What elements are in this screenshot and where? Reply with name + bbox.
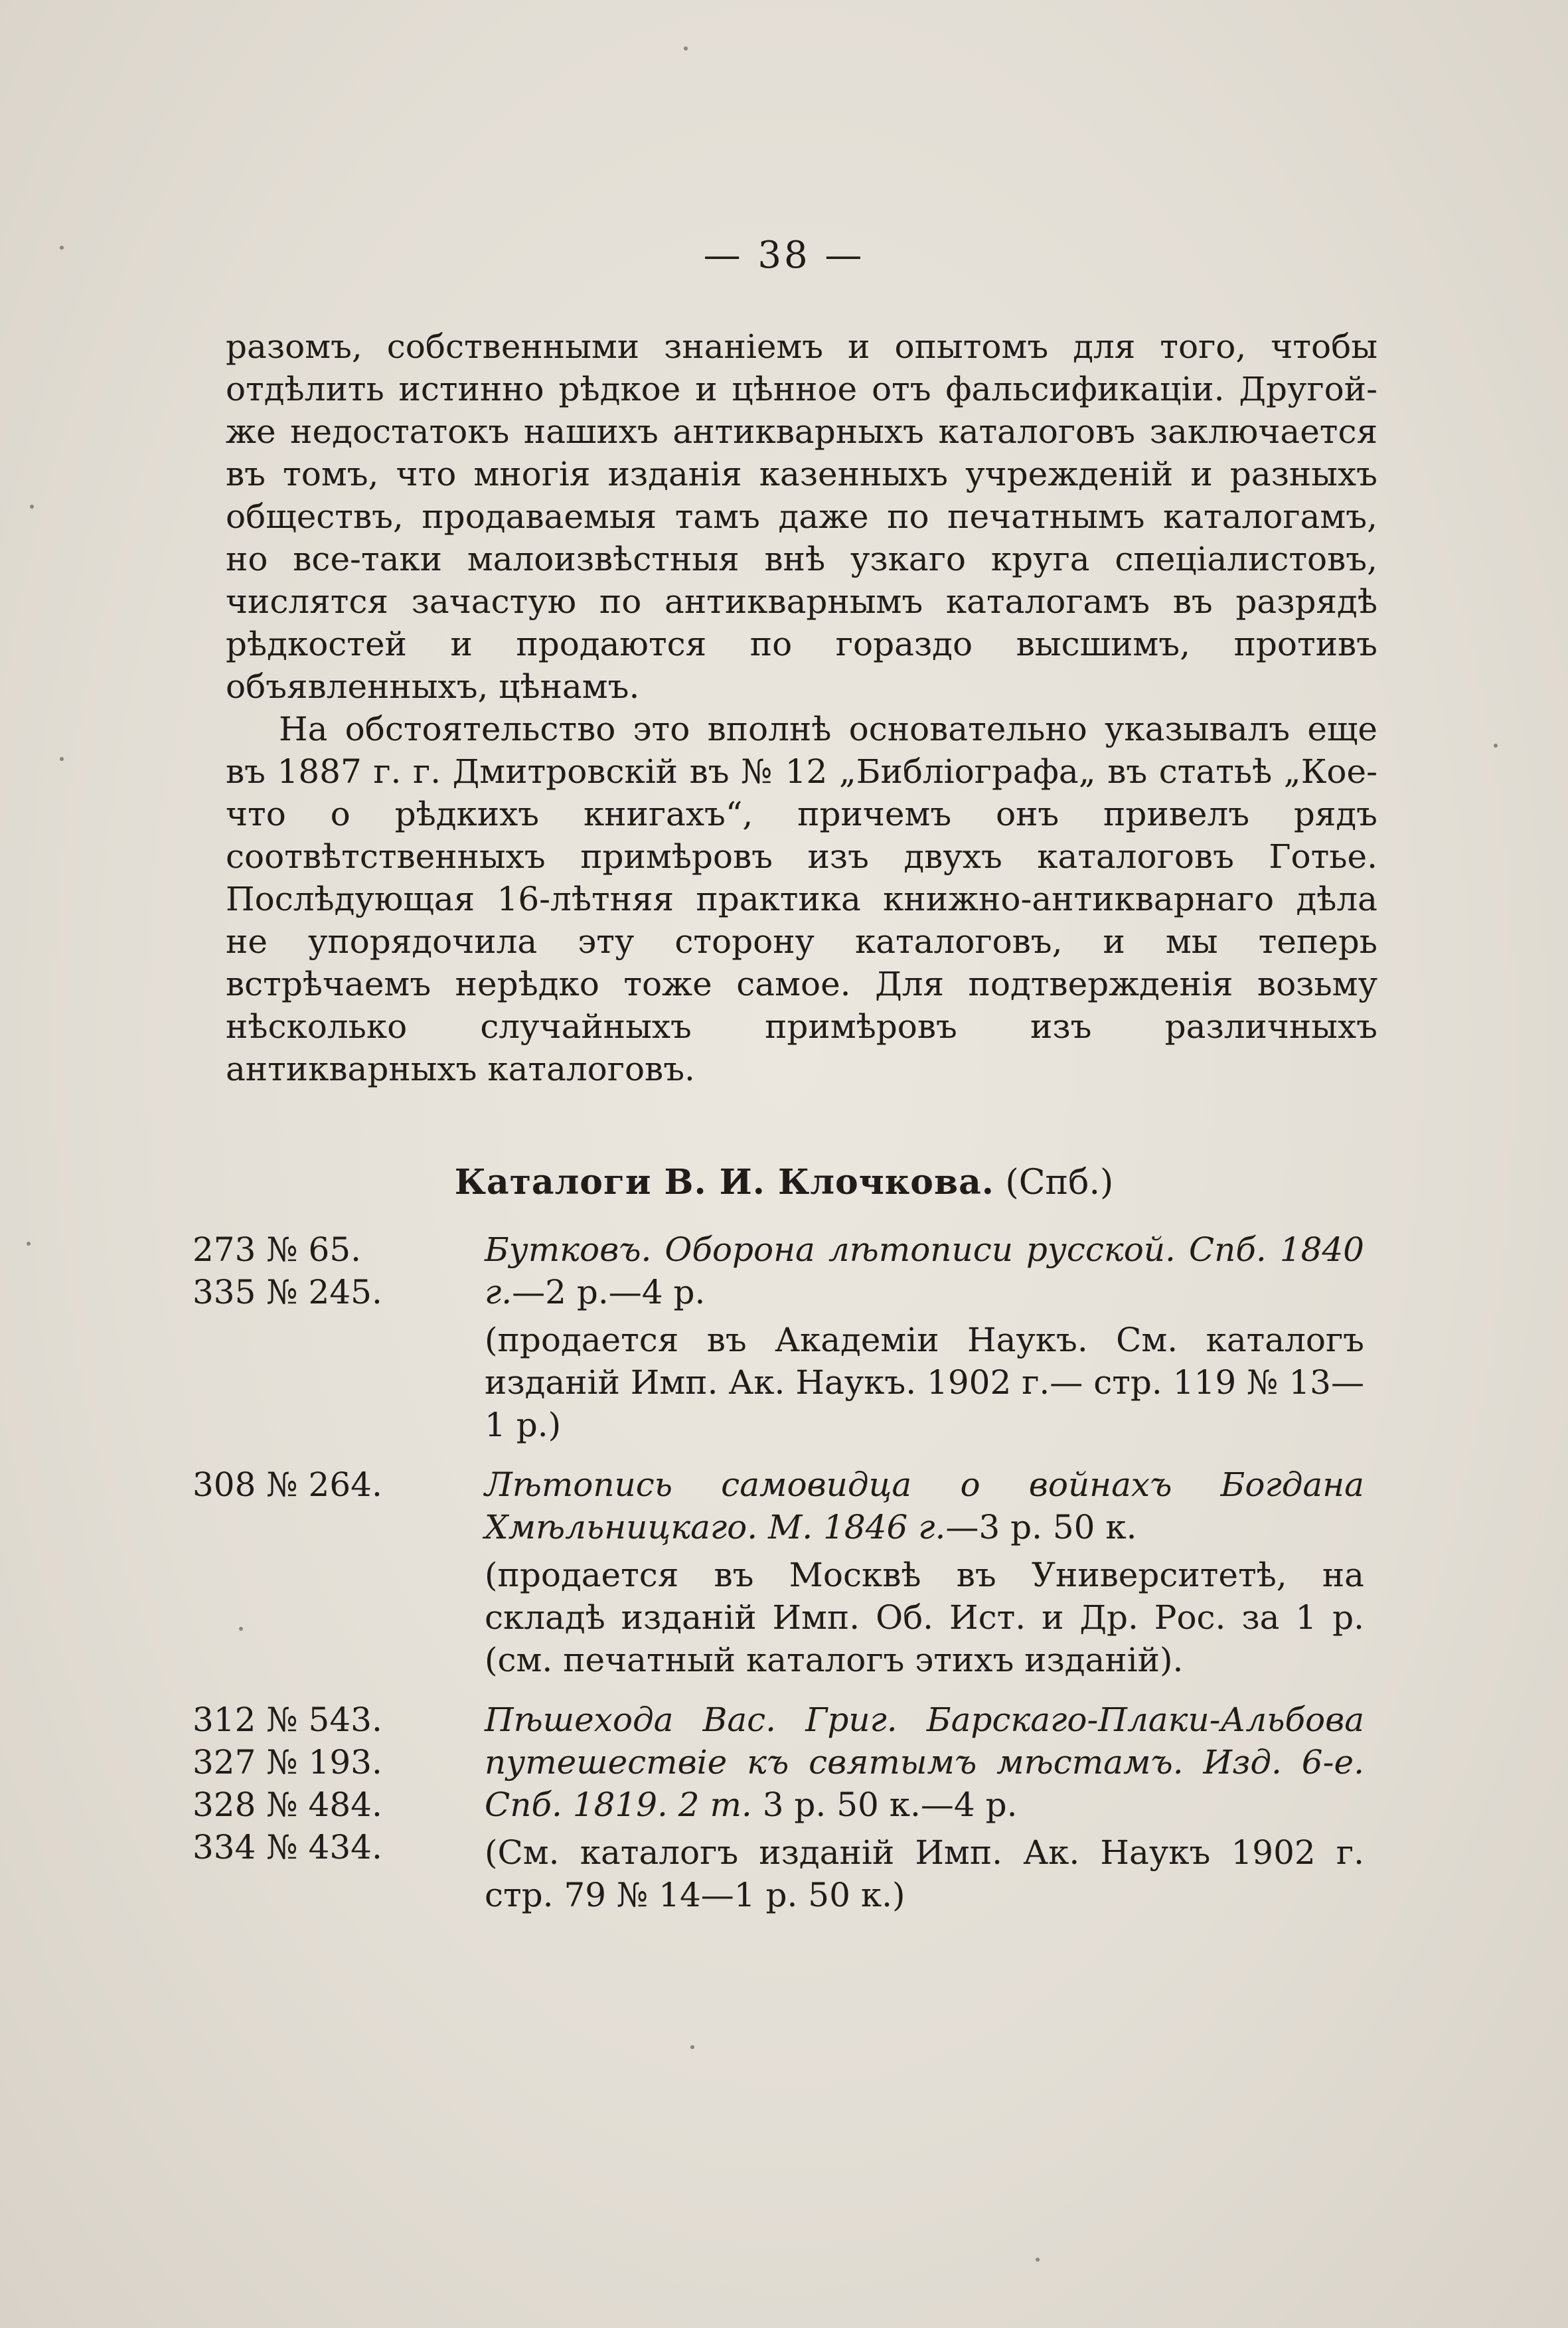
paper-speck (690, 2045, 694, 2049)
paragraph-1: разомъ, собственными знаніемъ и опытомъ для того, чтобы отдѣлить истинно рѣдкое и цѣнное отъ фальсификаціи. Другой-же недостатокъ нашихъ антикварныхъ каталоговъ заключается въ томъ, что многія изданія казенныхъ учрежденій и разныхъ обществъ, продаваемыя тамъ даже по печатнымъ каталогамъ, но все-таки малоизвѣстныя внѣ узкаго круга спеціалистовъ, числятся зачастую по антикварнымъ каталогамъ въ разрядѣ рѣдкостей и продаются по гораздо высшимъ, противъ объявленныхъ, цѣнамъ. (226, 327, 1377, 706)
entry-numbers (193, 1463, 485, 1681)
paper-speck (1494, 744, 1498, 748)
paper-speck (30, 505, 34, 509)
entry-title: Бутковъ. Оборона лѣтописи русской. Спб. 1840 г. (485, 1230, 1364, 1311)
paper-speck (60, 757, 64, 761)
catalog-entry (193, 1463, 1387, 1681)
entry-price: 3 р. 50 к.—4 р. (762, 1786, 1018, 1824)
entry-number: 335 № 245. (193, 1273, 382, 1311)
entry-numbers (193, 1699, 485, 1916)
entry-number: 334 № 434. (193, 1828, 382, 1867)
entry-description (485, 1463, 1364, 1681)
paper-speck (684, 46, 688, 50)
entry-number: 327 № 193. (193, 1743, 382, 1782)
entry-number: 308 № 264. (193, 1465, 382, 1504)
entry-title: Лѣтопись самовидца о войнахъ Богдана Хмѣльницкаго. М. 1846 г. (485, 1465, 1364, 1546)
catalog-entry (193, 1699, 1387, 1916)
entry-title: Пѣшехода Вас. Григ. Барскаго-Плаки-Альбова путешествіе къ святымъ мѣстамъ. Изд. 6-е. Спб. 1819. 2 т. (485, 1701, 1364, 1824)
catalog-entries (193, 1228, 1387, 1916)
entry-note: (продается въ Академіи Наукъ. См. каталогъ изданій Имп. Ак. Наукъ. 1902 г.— стр. 119 № 13—1 р.) (485, 1321, 1364, 1444)
entry-note: (См. каталогъ изданій Имп. Ак. Наукъ 1902 г. стр. 79 № 14—1 р. 50 к.) (485, 1833, 1364, 1914)
entry-description (485, 1228, 1364, 1446)
entry-number: 312 № 543. (193, 1701, 382, 1739)
section-heading-suffix: (Спб.) (1005, 1163, 1114, 1203)
page-number: — 38 — (703, 234, 865, 277)
entry-note: (продается въ Москвѣ въ Университетѣ, на складѣ изданій Имп. Об. Ист. и Др. Рос. за 1 р. (см. печатный каталогъ этихъ изданій). (485, 1556, 1364, 1679)
entry-price: —3 р. 50 к. (945, 1508, 1137, 1546)
section-heading (0, 1162, 1568, 1203)
entry-number: 273 № 65. (193, 1230, 362, 1269)
paper-speck (60, 246, 64, 250)
body-text (226, 325, 1377, 1090)
paragraph-2: На обстоятельство это вполнѣ основательно указывалъ еще въ 1887 г. г. Дмитровскій въ № 12 „Библіографа„ въ статьѣ „Кое-что о рѣдкихъ книгахъ“, причемъ онъ привелъ рядъ соотвѣтственныхъ примѣровъ изъ двухъ каталоговъ Готье. Послѣдующая 16-лѣтняя практика книжно-антикварнаго дѣла не упорядочила эту сторону каталоговъ, и мы теперь встрѣчаемъ нерѣдко тоже самое. Для подтвержденія возьму нѣсколько случайныхъ примѣровъ изъ различныхъ антикварныхъ каталоговъ. (226, 710, 1377, 1088)
entry-description (485, 1699, 1364, 1916)
paper-speck (1036, 2258, 1040, 2262)
paper-speck (27, 1242, 31, 1246)
entry-numbers (193, 1228, 485, 1446)
paper-speck (239, 1627, 243, 1631)
section-heading-title: Каталоги В. И. Клочкова. (454, 1162, 994, 1203)
entry-price: —2 р.—4 р. (512, 1273, 706, 1311)
entry-number: 328 № 484. (193, 1786, 382, 1824)
catalog-entry (193, 1228, 1387, 1446)
